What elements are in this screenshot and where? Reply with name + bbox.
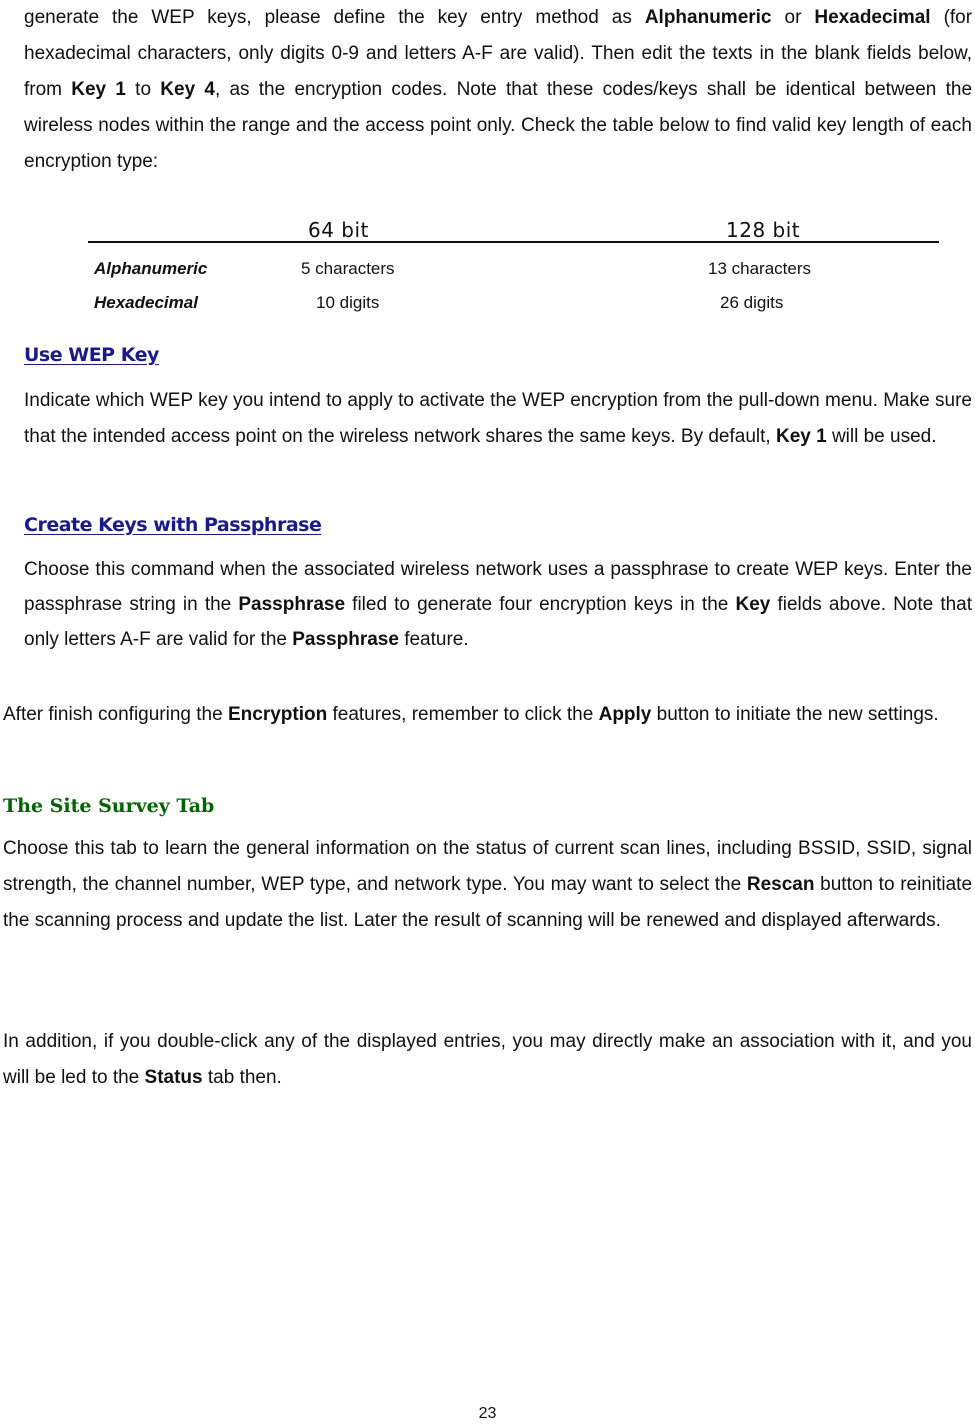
intro-text-2: (for hexadecimal characters, only digits 0-9 and letters A-F are valid). Then edit the texts in the blank fields below, from <box>24 7 973 100</box>
use-wep-key-paragraph <box>24 383 972 455</box>
apply-term: Apply <box>598 704 652 725</box>
table-cell-alphanumeric-128: 13 characters <box>708 259 811 278</box>
use-wep-key-text-2: will be used. <box>831 426 937 447</box>
key1-default-term: Key 1 <box>775 426 827 447</box>
table-cell-alphanumeric-64: 5 characters <box>301 259 395 278</box>
table-cell-hexadecimal-64: 10 digits <box>316 293 380 312</box>
table-row-label-hexadecimal: Hexadecimal <box>94 293 198 312</box>
alphanumeric-term: Alphanumeric <box>644 7 772 28</box>
intro-text-1: generate the WEP keys, please define the key entry method as <box>24 7 632 28</box>
table-header-64bit: 64 bit <box>308 218 369 242</box>
create-keys-text-3: fields above. Note that only letters A-F are valid for the <box>24 594 973 650</box>
passphrase-term-1: Passphrase <box>238 594 346 615</box>
rescan-term: Rescan <box>746 874 815 895</box>
key-term: Key <box>735 594 771 615</box>
create-keys-text-4: feature. <box>404 629 469 650</box>
key1-term: Key 1 <box>71 79 126 100</box>
site-survey-text-1: Choose this tab to learn the general information on the status of current scan lines, including BSSID, SSID, signal strength, the channel number, WEP type, and network type. You may want to select the <box>3 838 972 895</box>
hexadecimal-term: Hexadecimal <box>814 7 931 28</box>
intro-to: to <box>135 79 152 100</box>
create-keys-text-1: Choose this command when the associated wireless network uses a passphrase to create WEP keys. Enter the passphrase string in the <box>24 559 972 615</box>
status-term: Status <box>144 1067 203 1088</box>
intro-paragraph <box>24 0 972 180</box>
page-number: 23 <box>478 1405 497 1422</box>
create-keys-text-2: filed to generate four encryption keys in the <box>352 594 729 615</box>
site-survey-text-2: button to reinitiate the scanning process and update the list. Later the result of scanning will be renewed and displayed afterwards. <box>3 874 973 931</box>
key4-term: Key 4 <box>160 79 215 100</box>
after-configuring-paragraph <box>3 697 972 733</box>
after-text-2: features, remember to click the <box>332 704 594 725</box>
site-survey-heading: The Site Survey Tab <box>3 795 215 817</box>
after-text-3: button to initiate the new settings. <box>656 704 939 725</box>
site-survey-text-3: In addition, if you double-click any of the displayed entries, you may directly make an association with it, and you will be led to the <box>3 1031 972 1088</box>
site-survey-paragraph-1 <box>3 831 972 939</box>
create-keys-paragraph <box>24 552 972 657</box>
passphrase-term-2: Passphrase <box>292 629 399 650</box>
table-cell-hexadecimal-128: 26 digits <box>720 293 784 312</box>
after-text-1: After finish configuring the <box>3 704 223 725</box>
use-wep-key-text-1: Indicate which WEP key you intend to apply to activate the WEP encryption from the pull-down menu. Make sure that the intended access point on the wireless network shares the same keys. By default, <box>24 390 972 447</box>
site-survey-text-4: tab then. <box>207 1067 282 1088</box>
table-row-label-alphanumeric: Alphanumeric <box>94 259 208 278</box>
site-survey-paragraph-2 <box>3 1024 972 1096</box>
table-header-128bit: 128 bit <box>726 218 801 242</box>
table-rule <box>88 241 939 243</box>
create-keys-heading: Create Keys with Passphrase <box>24 514 322 536</box>
intro-or: or <box>784 7 802 28</box>
encryption-term: Encryption <box>227 704 328 725</box>
intro-text-3: , as the encryption codes. Note that these codes/keys shall be identical between the wireless nodes within the range and the access point only. Check the table below to find valid key length of each encryption type: <box>24 79 973 172</box>
use-wep-key-heading: Use WEP Key <box>24 344 159 366</box>
